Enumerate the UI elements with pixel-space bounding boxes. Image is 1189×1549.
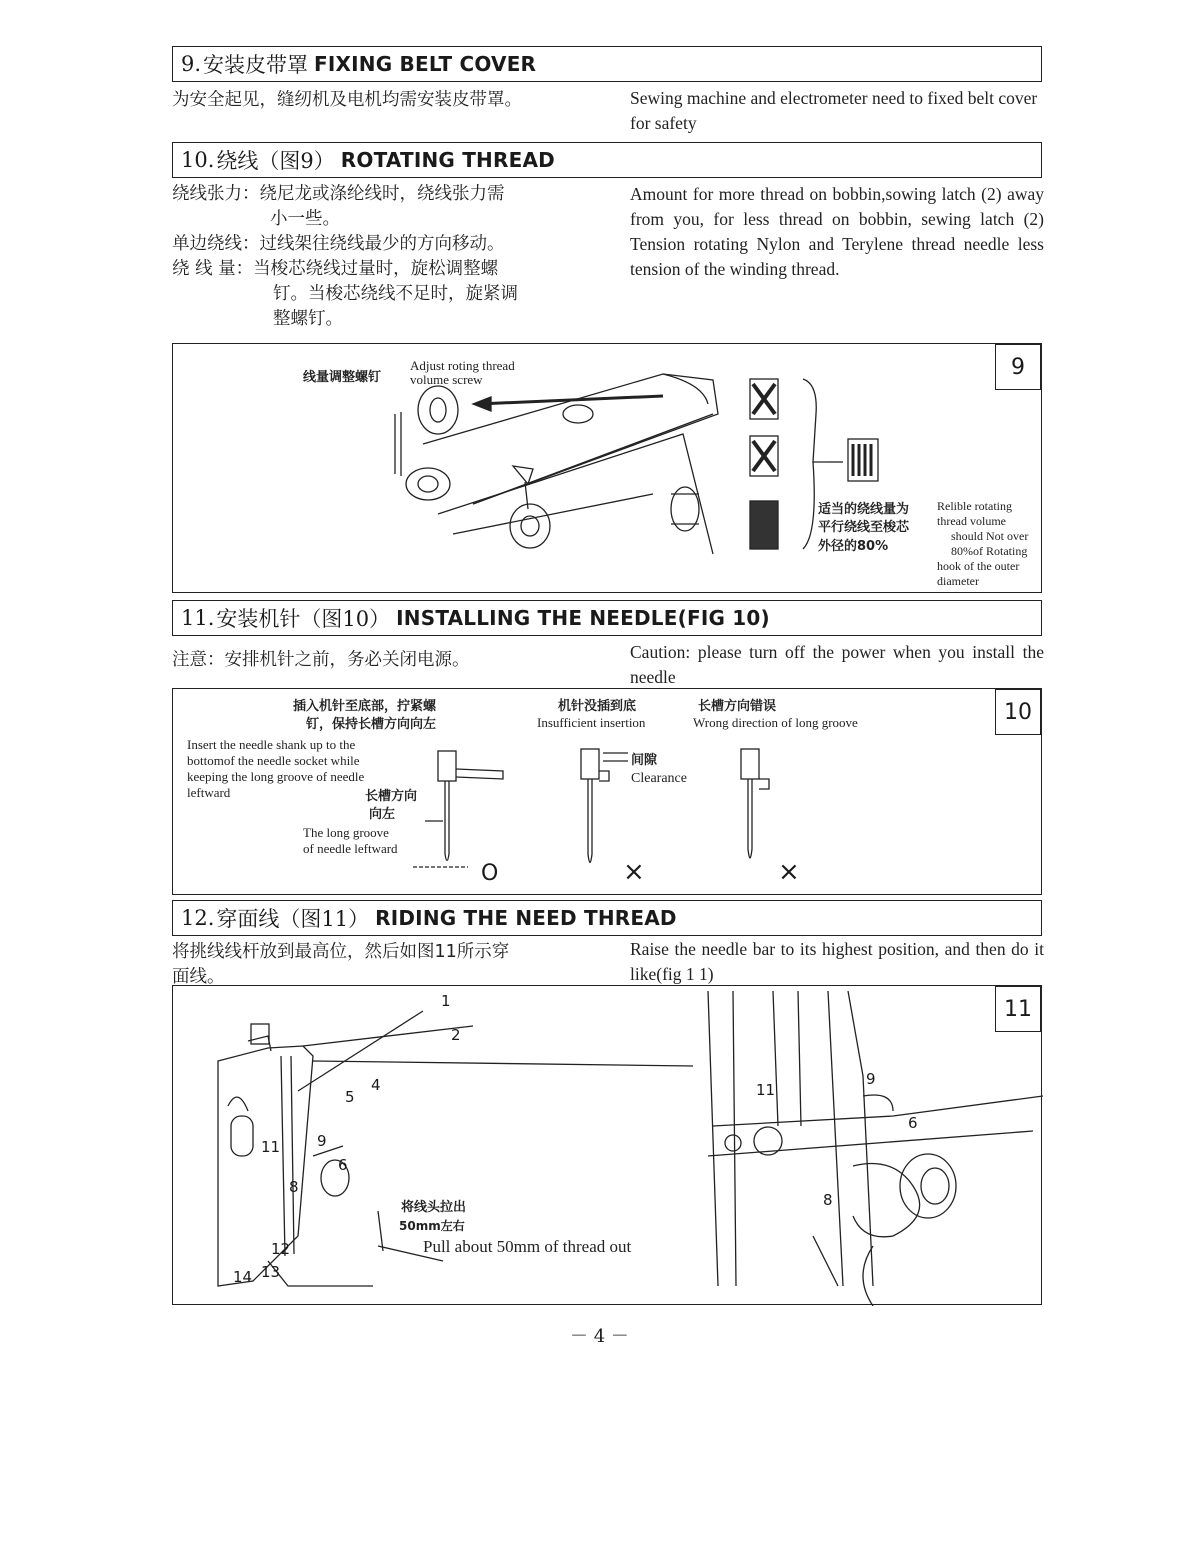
section-title-en: INSTALLING THE NEEDLE(FIG 10) <box>396 606 770 630</box>
figure-9 <box>172 343 1042 593</box>
section-title-zh: 安装机针（图10） <box>216 607 391 631</box>
section-11-text-zh: 注意：安排机针之前，务必关闭电源。 <box>172 650 470 670</box>
fig10-a-en3: keeping the long groove of needle <box>187 769 365 784</box>
fig11-label-8: 8 <box>289 1178 299 1196</box>
fig11-label-14: 14 <box>233 1268 253 1286</box>
section-title-zh: 安装皮带罩 <box>203 53 309 77</box>
section-10-header <box>172 142 1042 178</box>
section-title-en: FIXING BELT COVER <box>314 52 537 76</box>
fig11-label-12: 12 <box>271 1240 291 1258</box>
fig11-closeup-label-9: 9 <box>866 1070 876 1088</box>
fig10-gap-zh: 间隙 <box>631 753 658 768</box>
fig10-a-zh2: 钉，保持长槽方向向左 <box>306 717 437 732</box>
fig9-note-en6: diameter <box>937 574 979 588</box>
fig10-b-en: Insufficient insertion <box>537 715 646 730</box>
winding-amount-zh-cont2: 整螺钉。 <box>273 309 343 329</box>
fig10-b-zh: 机针没插到底 <box>558 699 637 714</box>
fig10-a-en4: leftward <box>187 785 231 800</box>
fig11-pull-en: Pull about 50mm of thread out <box>423 1237 632 1256</box>
fig11-label-11: 11 <box>261 1138 281 1156</box>
fig11-closeup-label-6: 6 <box>908 1114 918 1132</box>
section-number: 12. <box>181 906 215 930</box>
figure-number: 11 <box>995 986 1041 1032</box>
fig10-a-en2: bottomof the needle socket while <box>187 753 360 768</box>
fig11-pull-zh2: 50mm左右 <box>399 1219 465 1233</box>
fig9-note-zh2: 平行绕线至梭芯 <box>818 520 910 535</box>
section-title-en: RIDING THE NEED THREAD <box>375 906 677 930</box>
fig11-label-6: 6 <box>338 1156 348 1174</box>
wrong-mark-2: × <box>778 857 800 887</box>
section-12-text-zh-cont: 面线。 <box>172 967 225 987</box>
fig10-groove-en2: of needle leftward <box>303 841 398 856</box>
winding-amount-zh: 绕 线 量：当梭芯绕线过量时，旋松调整螺 <box>172 259 499 279</box>
wrong-mark-1: × <box>623 857 645 887</box>
section-number: 9. <box>181 52 202 76</box>
fig10-c-en: Wrong direction of long groove <box>693 715 858 730</box>
figure-number: 9 <box>995 344 1041 390</box>
section-title-en: ROTATING THREAD <box>340 148 555 172</box>
single-winding-zh: 单边绕线：过线架往绕线最少的方向移动。 <box>172 234 505 254</box>
fig10-a-zh1: 插入机针至底部，拧紧螺 <box>293 699 437 714</box>
fig11-label-2: 2 <box>451 1026 461 1044</box>
fig11-label-5: 5 <box>345 1088 355 1106</box>
page-number: － 4 － <box>570 1326 629 1347</box>
fig9-note-en5: hook of the outer <box>937 559 1020 573</box>
fig11-label-9: 9 <box>317 1132 327 1150</box>
fig10-groove-zh1: 长槽方向 <box>365 789 418 804</box>
winding-amount-zh-cont: 钉。当梭芯绕线不足时，旋紧调 <box>273 284 518 304</box>
fig11-closeup-label-8: 8 <box>823 1191 833 1209</box>
fig10-groove-en1: The long groove <box>303 825 389 840</box>
fig9-note-zh3: 外径的80% <box>818 539 889 554</box>
fig9-note-en1: Relible rotating <box>937 499 1012 513</box>
rotate-tension-zh: 绕线张力：绕尼龙或涤纶线时，绕线张力需 <box>172 184 505 204</box>
fig9-note-zh1: 适当的绕线量为 <box>818 502 910 517</box>
correct-mark: O <box>481 861 499 886</box>
section-11-text-en: Caution: please turn off the power when you install the needle <box>630 642 1044 687</box>
section-9-text-zh: 为安全起见，缝纫机及电机均需安装皮带罩。 <box>172 90 522 110</box>
section-12-header <box>172 900 1042 936</box>
section-12-text-zh: 将挑线线杆放到最高位，然后如图11所示穿 <box>172 942 510 962</box>
section-10-text-en: Amount for more thread on bobbin,sowing latch (2) away from you, for less thread on bobbin, sewing latch (2) Tension rotating Nylon and Terylene thread needle less tension of the winding thread. <box>630 184 1044 279</box>
fig11-pull-zh1: 将线头拉出 <box>401 1200 467 1215</box>
section-number: 10. <box>181 148 215 172</box>
section-title-zh: 绕线（图9） <box>216 149 335 173</box>
fig10-groove-zh2: 向左 <box>369 807 396 822</box>
section-9-header <box>172 46 1042 82</box>
fig11-label-13: 13 <box>261 1263 281 1281</box>
fig9-label-zh: 线量调整螺钉 <box>303 370 382 385</box>
rotate-tension-zh-cont: 小一些。 <box>270 209 340 229</box>
fig11-closeup-label-11: 11 <box>756 1081 776 1099</box>
fig11-label-1: 1 <box>441 992 451 1010</box>
fig10-gap-en: Clearance <box>631 771 687 786</box>
fig9-note-en4: 80%of Rotating <box>951 544 1028 558</box>
fig10-a-en1: Insert the needle shank up to the <box>187 737 356 752</box>
figure-10 <box>172 688 1042 895</box>
fig9-label-en1: Adjust roting thread <box>410 358 515 373</box>
section-12-text-en: Raise the needle bar to its highest position, and then do it like(fig 1 1) <box>630 939 1044 984</box>
fig10-c-zh: 长槽方向错误 <box>698 699 777 714</box>
section-11-header <box>172 600 1042 636</box>
fig9-note-en3: should Not over <box>951 529 1029 543</box>
figure-11 <box>172 985 1042 1305</box>
fig9-note-en2: thread volume <box>937 514 1006 528</box>
figure-number: 10 <box>995 689 1041 735</box>
section-9-text-en: Sewing machine and electrometer need to fixed belt cover for safety <box>630 88 1038 133</box>
fig11-label-4: 4 <box>371 1076 381 1094</box>
fig9-label-en2: volume screw <box>410 372 483 387</box>
section-title-zh: 穿面线（图11） <box>216 907 370 931</box>
section-number: 11. <box>181 606 215 630</box>
